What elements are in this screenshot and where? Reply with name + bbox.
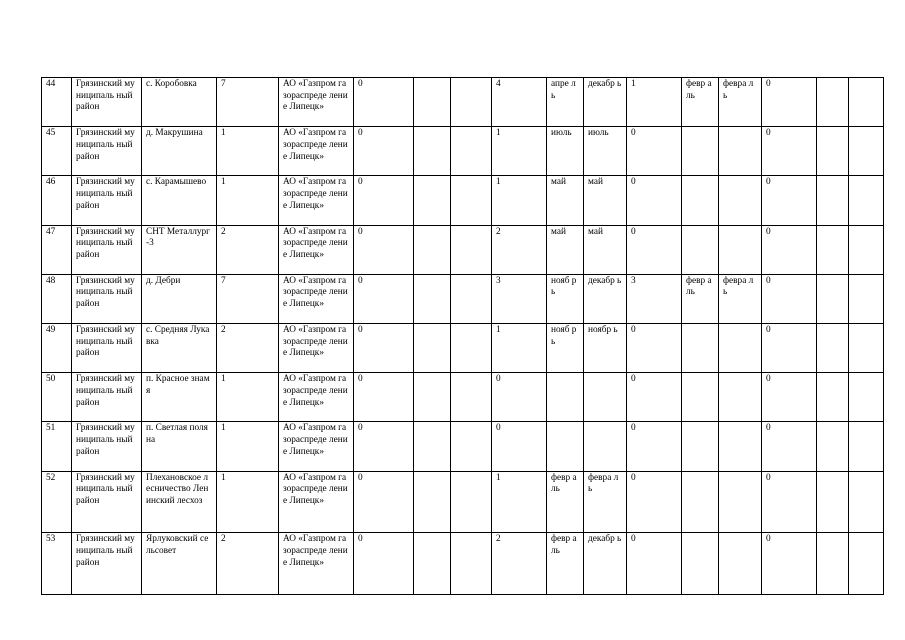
cell-org: АО «Газпром газораспреде ление Липецк» [279, 323, 354, 372]
cell-f: 0 [762, 274, 817, 323]
cell-c [451, 78, 492, 127]
cell-no: 48 [42, 274, 72, 323]
cell-district: Грязинский муниципаль ный район [72, 422, 142, 471]
cell-to: июль [584, 127, 627, 176]
cell-to [584, 373, 627, 422]
cell-d: 1 [492, 176, 547, 225]
cell-d: 2 [492, 533, 547, 595]
cell-no: 44 [42, 78, 72, 127]
cell-no: 47 [42, 225, 72, 274]
cell-org: АО «Газпром газораспреде ление Липецк» [279, 422, 354, 471]
cell-b [414, 78, 451, 127]
cell-no: 45 [42, 127, 72, 176]
cell-h [849, 176, 884, 225]
cell-d: 0 [492, 373, 547, 422]
cell-g [817, 225, 849, 274]
cell-f: 0 [762, 176, 817, 225]
cell-e: 1 [627, 78, 682, 127]
cell-h [849, 533, 884, 595]
table-row [42, 422, 884, 471]
cell-from: май [547, 176, 584, 225]
cell-org: АО «Газпром газораспреде ление Липецк» [279, 373, 354, 422]
cell-from2 [682, 225, 719, 274]
cell-a: 0 [354, 176, 414, 225]
table-row [42, 78, 884, 127]
cell-g [817, 274, 849, 323]
cell-f: 0 [762, 533, 817, 595]
cell-count: 7 [217, 78, 279, 127]
cell-f: 0 [762, 225, 817, 274]
cell-e: 0 [627, 533, 682, 595]
cell-a: 0 [354, 127, 414, 176]
cell-e: 0 [627, 225, 682, 274]
cell-from: нояб рь [547, 323, 584, 372]
cell-district: Грязинский муниципаль ный район [72, 323, 142, 372]
cell-d: 0 [492, 422, 547, 471]
cell-f: 0 [762, 422, 817, 471]
cell-district: Грязинский муниципаль ный район [72, 127, 142, 176]
data-table [41, 77, 884, 595]
cell-to [584, 422, 627, 471]
cell-e: 0 [627, 422, 682, 471]
cell-e: 0 [627, 471, 682, 533]
cell-b [414, 323, 451, 372]
cell-place: с. Карамышево [142, 176, 217, 225]
cell-no: 53 [42, 533, 72, 595]
cell-count: 1 [217, 127, 279, 176]
table-row [42, 373, 884, 422]
cell-f: 0 [762, 471, 817, 533]
cell-to2: февра ль [719, 78, 762, 127]
table-row [42, 176, 884, 225]
cell-g [817, 533, 849, 595]
cell-from2: февр аль [682, 78, 719, 127]
cell-to: май [584, 176, 627, 225]
cell-from: февр аль [547, 533, 584, 595]
cell-b [414, 225, 451, 274]
cell-org: АО «Газпром газораспреде ление Липецк» [279, 225, 354, 274]
cell-count: 7 [217, 274, 279, 323]
cell-f: 0 [762, 323, 817, 372]
cell-org: АО «Газпром газораспреде ление Липецк» [279, 274, 354, 323]
cell-place: Ярлуковский сельсовет [142, 533, 217, 595]
table-row [42, 274, 884, 323]
cell-from: нояб рь [547, 274, 584, 323]
cell-g [817, 323, 849, 372]
cell-g [817, 422, 849, 471]
cell-a: 0 [354, 533, 414, 595]
cell-a: 0 [354, 225, 414, 274]
cell-a: 0 [354, 471, 414, 533]
table-row [42, 225, 884, 274]
cell-c [451, 176, 492, 225]
cell-from2 [682, 422, 719, 471]
cell-district: Грязинский муниципаль ный район [72, 274, 142, 323]
cell-from2 [682, 471, 719, 533]
cell-h [849, 78, 884, 127]
cell-from2: февр аль [682, 274, 719, 323]
table-body [42, 78, 884, 595]
cell-no: 46 [42, 176, 72, 225]
cell-a: 0 [354, 373, 414, 422]
table-row [42, 323, 884, 372]
cell-b [414, 471, 451, 533]
cell-from: апре ль [547, 78, 584, 127]
cell-f: 0 [762, 127, 817, 176]
cell-c [451, 533, 492, 595]
cell-to2 [719, 422, 762, 471]
table-row [42, 127, 884, 176]
cell-c [451, 471, 492, 533]
cell-h [849, 373, 884, 422]
cell-to2 [719, 533, 762, 595]
cell-g [817, 78, 849, 127]
cell-no: 52 [42, 471, 72, 533]
cell-g [817, 373, 849, 422]
cell-place: с. Коробовка [142, 78, 217, 127]
cell-c [451, 225, 492, 274]
cell-a: 0 [354, 323, 414, 372]
cell-e: 0 [627, 176, 682, 225]
cell-from2 [682, 127, 719, 176]
cell-place: СНТ Металлург-3 [142, 225, 217, 274]
cell-from2 [682, 323, 719, 372]
cell-b [414, 127, 451, 176]
cell-to2 [719, 471, 762, 533]
cell-d: 1 [492, 323, 547, 372]
cell-district: Грязинский муниципаль ный район [72, 176, 142, 225]
cell-district: Грязинский муниципаль ный район [72, 533, 142, 595]
cell-to2 [719, 127, 762, 176]
cell-e: 0 [627, 373, 682, 422]
cell-count: 1 [217, 176, 279, 225]
cell-count: 2 [217, 323, 279, 372]
cell-to: декабр ь [584, 274, 627, 323]
cell-b [414, 533, 451, 595]
table-row [42, 471, 884, 533]
cell-a: 0 [354, 274, 414, 323]
cell-c [451, 373, 492, 422]
cell-h [849, 225, 884, 274]
cell-count: 1 [217, 422, 279, 471]
cell-count: 2 [217, 225, 279, 274]
cell-from2 [682, 373, 719, 422]
cell-h [849, 274, 884, 323]
cell-e: 0 [627, 127, 682, 176]
cell-d: 1 [492, 127, 547, 176]
cell-count: 1 [217, 471, 279, 533]
cell-to2 [719, 225, 762, 274]
cell-count: 1 [217, 373, 279, 422]
cell-no: 50 [42, 373, 72, 422]
cell-e: 0 [627, 323, 682, 372]
cell-place: д. Дебри [142, 274, 217, 323]
cell-place: д. Макрушина [142, 127, 217, 176]
cell-from [547, 422, 584, 471]
cell-district: Грязинский муниципаль ный район [72, 78, 142, 127]
cell-to2 [719, 176, 762, 225]
cell-d: 2 [492, 225, 547, 274]
cell-h [849, 471, 884, 533]
cell-to2 [719, 323, 762, 372]
cell-from: май [547, 225, 584, 274]
cell-b [414, 176, 451, 225]
cell-to: февра ль [584, 471, 627, 533]
cell-place: Плехановское лесничество Ленинский лесхоз [142, 471, 217, 533]
cell-d: 4 [492, 78, 547, 127]
cell-b [414, 373, 451, 422]
cell-to: май [584, 225, 627, 274]
cell-org: АО «Газпром газораспреде ление Липецк» [279, 127, 354, 176]
cell-org: АО «Газпром газораспреде ление Липецк» [279, 533, 354, 595]
cell-a: 0 [354, 78, 414, 127]
cell-to: декабр ь [584, 533, 627, 595]
cell-h [849, 422, 884, 471]
cell-d: 3 [492, 274, 547, 323]
cell-org: АО «Газпром газораспреде ление Липецк» [279, 78, 354, 127]
cell-to: декабр ь [584, 78, 627, 127]
cell-e: 3 [627, 274, 682, 323]
cell-a: 0 [354, 422, 414, 471]
cell-h [849, 127, 884, 176]
cell-place: п. Светлая поляна [142, 422, 217, 471]
cell-no: 51 [42, 422, 72, 471]
cell-org: АО «Газпром газораспреде ление Липецк» [279, 176, 354, 225]
cell-to2 [719, 373, 762, 422]
cell-from2 [682, 176, 719, 225]
cell-c [451, 323, 492, 372]
table-row [42, 533, 884, 595]
cell-district: Грязинский муниципаль ный район [72, 225, 142, 274]
cell-c [451, 274, 492, 323]
cell-c [451, 422, 492, 471]
cell-district: Грязинский муниципаль ный район [72, 471, 142, 533]
cell-f: 0 [762, 373, 817, 422]
cell-g [817, 127, 849, 176]
cell-district: Грязинский муниципаль ный район [72, 373, 142, 422]
cell-from [547, 373, 584, 422]
cell-g [817, 176, 849, 225]
cell-from: февр аль [547, 471, 584, 533]
cell-count: 2 [217, 533, 279, 595]
cell-to: ноябр ь [584, 323, 627, 372]
cell-no: 49 [42, 323, 72, 372]
cell-c [451, 127, 492, 176]
cell-b [414, 274, 451, 323]
cell-from: июль [547, 127, 584, 176]
cell-f: 0 [762, 78, 817, 127]
cell-g [817, 471, 849, 533]
cell-org: АО «Газпром газораспреде ление Липецк» [279, 471, 354, 533]
cell-to2: февра ль [719, 274, 762, 323]
cell-place: с. Средняя Лукавка [142, 323, 217, 372]
cell-d: 1 [492, 471, 547, 533]
cell-place: п. Красное знамя [142, 373, 217, 422]
cell-h [849, 323, 884, 372]
cell-from2 [682, 533, 719, 595]
cell-b [414, 422, 451, 471]
